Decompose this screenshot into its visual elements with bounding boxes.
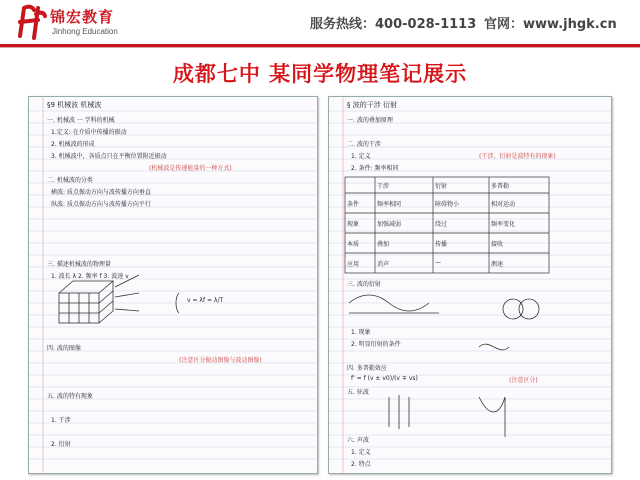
header-bar	[0, 0, 640, 44]
block-sketch	[59, 275, 139, 323]
table-header-cell: 衍射	[435, 183, 448, 190]
table-cell: 加强减弱	[377, 221, 402, 228]
table-cell: 相对运动	[491, 201, 516, 208]
notebook-page-right	[328, 96, 612, 474]
note-line: 2. 特点	[351, 461, 371, 468]
note-red-annotation: (机械波是传递能量的一种方式)	[149, 165, 232, 172]
table-cell: 接收	[491, 241, 504, 248]
note-line: 二. 波的干涉	[347, 141, 381, 148]
table-cell: 现象	[347, 221, 360, 228]
note-line: 1. 现象	[351, 329, 371, 336]
note-line: 横波: 质点振动方向与波传播方向垂直	[51, 189, 151, 196]
note-line: 三. 描述机械波的物理量	[47, 261, 111, 268]
table-cell: 应用	[347, 261, 360, 268]
note-red-annotation: (干涉、衍射是波特有的现象)	[479, 153, 556, 160]
note-line: 2. 明显衍射的条件	[351, 341, 401, 348]
table-cell: 叠加	[377, 241, 390, 248]
website-link[interactable]: 官网：www.jhgk.cn	[484, 17, 617, 32]
table-cell: 测速	[491, 261, 504, 268]
note-line: 1.定义: 在介质中传播的振动	[51, 129, 127, 136]
note-line: 1. 波长 λ 2. 频率 f 3. 波速 v	[51, 273, 129, 280]
note-line: 2. 条件: 频率相同	[351, 165, 399, 172]
service-hotline: 服务热线：400-028-1113	[310, 17, 477, 32]
note-line: 一. 波的叠加原理	[347, 117, 393, 124]
table-cell: —	[435, 259, 441, 266]
note-line: 2. 衍射	[51, 441, 71, 448]
logo-text: 锦宏教育	[50, 8, 115, 26]
logo-subtext: Jinhong Education	[52, 27, 118, 36]
note-line: 1. 定义	[351, 153, 371, 160]
note-red-annotation: (注意区分)	[509, 377, 538, 384]
jinhong-logo-icon	[14, 4, 48, 40]
note-line: 1. 定义	[351, 449, 371, 456]
table-header-cell: 多普勒	[491, 183, 510, 190]
notebook-page-left	[28, 96, 318, 474]
note-line: 五. 驻波	[347, 389, 369, 396]
table-cell: 传播	[435, 241, 448, 248]
note-line: 四. 多普勒效应	[347, 365, 387, 372]
table-cell: 消声	[377, 261, 390, 268]
note-line: 3. 机械波中，各质点只在平衡位置附近振动	[51, 153, 167, 160]
table-header-cell: 干涉	[377, 183, 390, 190]
note-line: 2. 机械波的形成	[51, 141, 95, 148]
note-line: v = λf = λ/T	[187, 297, 224, 304]
table-cell: 本质	[347, 241, 360, 248]
note-line: 五. 波的特有现象	[47, 393, 93, 400]
table-cell: 频率变化	[491, 221, 516, 228]
note-line: 1. 干涉	[51, 417, 71, 424]
note-line: f' = f (v ± v0)/(v ∓ vs)	[351, 375, 418, 382]
note-line: 三. 波的衍射	[347, 281, 381, 288]
note-red-annotation: (注意区分振动图像与波动图像)	[179, 357, 262, 364]
note-line: 一. 机械波 一 学科的机械	[47, 117, 115, 124]
note-line: 四. 波的图像	[47, 345, 81, 352]
table-cell: 障碍物小	[435, 201, 460, 208]
table-cell: 绕过	[435, 221, 448, 228]
note-heading: §9 机械波 机械波	[47, 101, 102, 109]
table-cell: 频率相同	[377, 201, 402, 208]
header-divider-thin	[0, 47, 640, 48]
note-line: 二. 机械波的分类	[47, 177, 93, 184]
note-line: 纵波: 质点振动方向与波传播方向平行	[51, 201, 151, 208]
note-heading: § 波的干涉 衍射	[347, 101, 397, 109]
note-line: 六. 声波	[347, 437, 369, 444]
table-cell: 条件	[347, 201, 360, 208]
page-title: 成都七中 某同学物理笔记展示	[172, 62, 468, 86]
